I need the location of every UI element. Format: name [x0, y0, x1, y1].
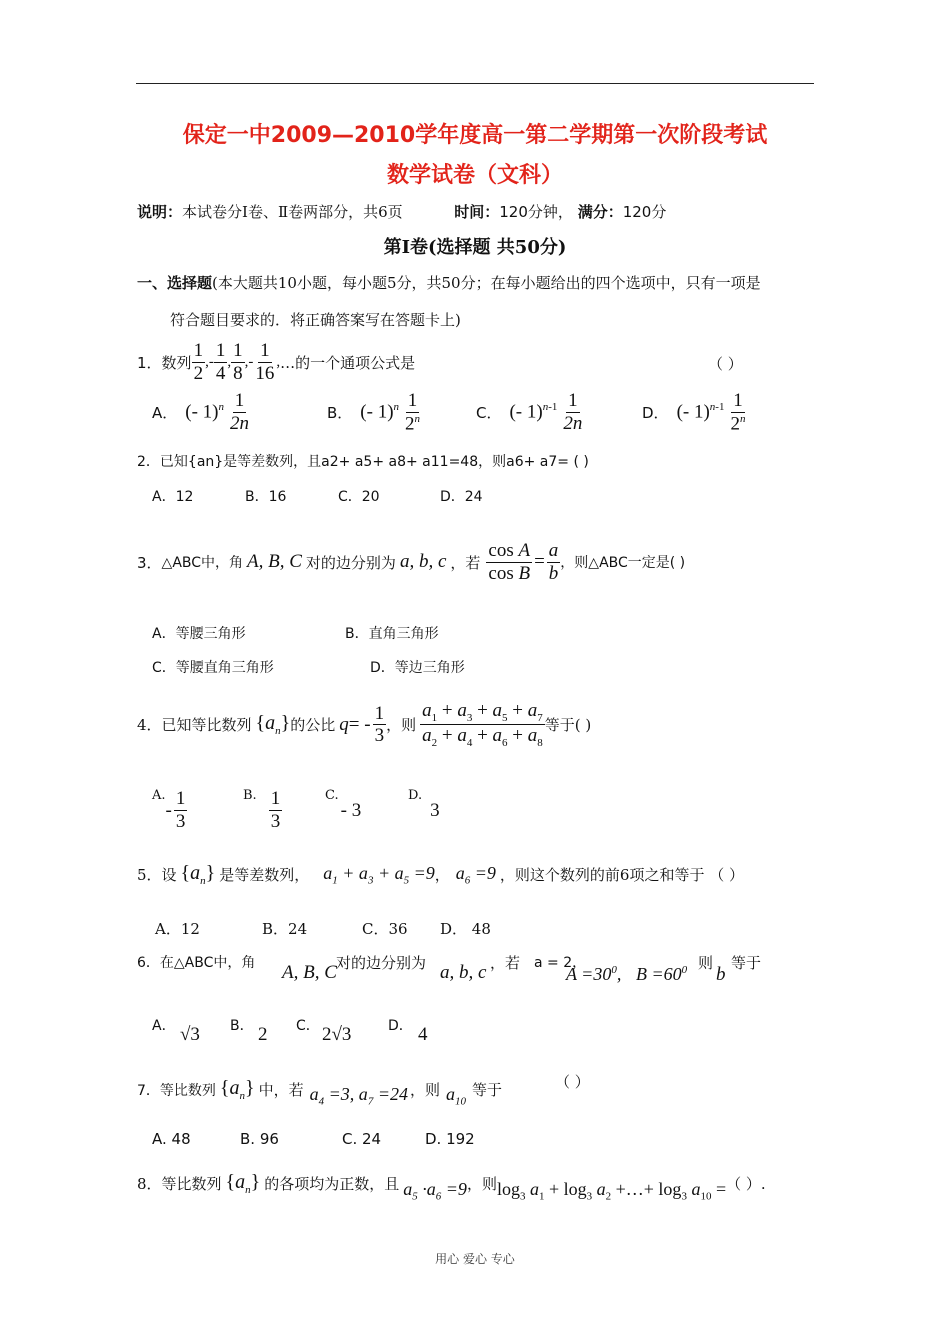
q7-t4: 等于	[471, 1081, 502, 1100]
q6-option-a: √3	[180, 1024, 200, 1045]
q7-t2: 中，若	[258, 1081, 304, 1100]
q3-option-b: B．直角三角形	[345, 626, 439, 642]
q1-prefix: 数列	[161, 353, 192, 372]
question-7: 7．等比数列 $\{a_n\}$ 中，若 $a_4 =3$, $a_7 =24$ ，则 $a_{10}$ 等于	[137, 1077, 502, 1108]
q1-term4: $\frac{1}{16}$	[255, 340, 275, 384]
q7-t3: ，则	[409, 1081, 440, 1100]
q4-opt-c-value: - 3	[340, 800, 362, 821]
question-3: 3． △ABC中，角 A, B, C 对的边分别为 a, b, c ，若 $\frac{\text{cos A}}{\text{cos B}}$ = $\frac{a}{b}$ ，则△ABC一定是( )	[137, 540, 686, 584]
q4-opt-c-label: C.	[325, 788, 339, 803]
q5-option-a: A．12	[155, 920, 200, 938]
q4-t2: 的公比	[290, 716, 336, 735]
question-2: 2．已知{an}是等差数列，且a2+ a5+ a8+ a11=48，则a6+ a7= ( )	[137, 454, 589, 470]
q1-option-a: A． (- 1)$^n$ $\frac{1}{2n}$	[152, 390, 249, 434]
q4-t4: 等于( )	[544, 716, 592, 735]
exam-info	[137, 201, 666, 222]
q1-opt-a-label: A．	[152, 403, 178, 422]
q2-option-a: A．12	[152, 489, 194, 505]
q5-option-b: B．24	[262, 920, 308, 938]
q6-opt-a-label: A．	[152, 1018, 176, 1034]
q4-option-d	[408, 788, 440, 822]
q3-t5: ，若	[450, 553, 481, 572]
q8-t3: ，则	[466, 1175, 497, 1194]
q4-ratio: $\frac{a_1 + a_3 + a_5 + a_7}{a_2 + a_4 + a_6 + a_8}$	[422, 700, 543, 750]
score-label: 满分：	[577, 203, 623, 221]
q3-t3: 对的边分别为	[305, 553, 396, 572]
q4-opt-b-label: B.	[243, 788, 257, 803]
q4-opt-d-label: D.	[408, 788, 423, 803]
q2-option-b: B．16	[245, 489, 287, 505]
section-one-desc	[137, 272, 761, 293]
q6-option-c: 2√3	[322, 1024, 352, 1045]
exam-subtitle: 数学试卷（文科）	[386, 163, 563, 188]
q8-t4: （ ）.	[726, 1175, 766, 1194]
q3-number: 3．	[137, 553, 162, 572]
q1-option-d: D． (- 1)$^{n-1}$ $\frac{1}{2^n}$	[642, 390, 746, 435]
exam-title: 保定一中2009—2010学年度高一第二学期第一次阶段考试	[182, 123, 768, 148]
q6-t3: ，若	[490, 954, 521, 972]
q6-t2: 对的边分别为	[336, 954, 427, 972]
q6-angle-a: $A =30^0$,	[566, 964, 622, 984]
q7-option-a: A. 48	[152, 1130, 191, 1148]
q6-t3b: a = 2，	[534, 955, 587, 971]
q7-option-c: C. 24	[342, 1130, 382, 1148]
q1-opt-c-label: C．	[476, 403, 502, 422]
q5-option-c: C．36	[362, 920, 408, 938]
q8-t1: 8．等比数列	[137, 1175, 222, 1194]
question-8: 8．等比数列 $\{a_n\}$ 的各项均为正数，且 $a_5 \cdot a_6 =9$ ，则 $\log_3 a_1 + \log_3 a_2$ +…+ $\log_3 a_{10}$ = （ ）.	[137, 1171, 766, 1203]
q6-b: b	[716, 964, 726, 985]
q3-cos-ratio: $\frac{\text{cos A}}{\text{cos B}}$	[488, 540, 531, 584]
q5-t1: 5．设	[137, 866, 177, 884]
q7-paren: （ ）	[555, 1073, 590, 1091]
q3-t1: △ABC中，角	[161, 555, 244, 572]
q3-t6: ，则△ABC一定是( )	[560, 555, 686, 572]
q1-option-b: B． (- 1)$^n$ $\frac{1}{2^n}$	[327, 390, 421, 435]
q6-option-b: 2	[258, 1024, 268, 1045]
q2-option-d: D．24	[440, 489, 483, 505]
q6-opt-b-label: B．	[230, 1018, 254, 1034]
q4-opt-d-value: 3	[430, 800, 440, 821]
question-5: 5．设 $\{a_n\}$ 是等差数列， $a_1 + a_3 + a_5 =9$ ， $a_6 =9$ ，则这个数列的前6项之和等于 （ ）	[137, 862, 745, 887]
q1-option-c: C． (- 1)$^{n-1}$ $\frac{1}{2n}$	[476, 390, 583, 434]
top-rule	[136, 83, 814, 84]
q1-suffix: …的一个通项公式是	[280, 353, 416, 372]
q5-t3: ，则这个数列的前6项之和等于 （ ）	[499, 866, 745, 884]
q3-option-a: A．等腰三角形	[152, 626, 246, 642]
q5-option-d: D． 48	[440, 920, 491, 938]
q4-option-b: B. $\frac{1}{3}$	[243, 788, 281, 832]
q1-opt-d-label: D．	[642, 404, 669, 422]
q6-angles: A, B, C	[282, 962, 337, 983]
q7-t1: 7．等比数列	[137, 1082, 216, 1099]
section-one-text: (本大题共10小题，每小题5分，共50分；在每小题给出的四个选项中，只有一项是	[212, 274, 761, 292]
q2-option-c: C．20	[338, 489, 380, 505]
q3-sides: a, b, c	[399, 551, 447, 573]
desc-text: 本试卷分Ⅰ卷、Ⅱ卷两部分，共6页	[182, 203, 403, 221]
score-value: 120分	[622, 203, 667, 221]
time-label: 时间：	[454, 203, 500, 221]
q5-t2: 是等差数列，	[219, 866, 310, 884]
q3-angles: A, B, C	[247, 551, 302, 573]
q1-term1: $\frac{1}{2}$	[193, 340, 204, 384]
q3-option-d: D．等边三角形	[370, 660, 465, 676]
question-4: 4．已知等比数列 $\{a_n\}$ 的公比 q = - $\frac{1}{3}$ ，则 $\frac{a_1 + a_3 + a_5 + a_7}{a_2 + a_4 + a_6 + a_8}$ 等于( )	[137, 700, 592, 750]
q6-angle-b: $B =60^0$	[636, 964, 688, 984]
q6-opt-c-label: C．	[296, 1018, 320, 1034]
page-footer: 用心 爱心 专心	[435, 1252, 515, 1266]
q6-opt-d-label: D．	[388, 1018, 413, 1034]
q1-opt-b-label: B．	[327, 404, 353, 422]
desc-label: 说明：	[137, 203, 183, 221]
q4-option-c	[325, 788, 361, 822]
q4-t3: ，则	[386, 716, 417, 735]
section-one-desc2: 符合题目要求的．将正确答案写在答题卡上)	[170, 311, 461, 329]
time-value: 120分钟，	[499, 203, 573, 221]
q7-option-d: D. 192	[425, 1130, 475, 1148]
q3-side-ratio: $\frac{a}{b}$	[548, 540, 559, 584]
q6-sides: a, b, c	[440, 962, 487, 983]
q4-option-a: A. - $\frac{1}{3}$	[152, 788, 186, 832]
section-title: 第Ⅰ卷(选择题 共50分)	[383, 237, 567, 258]
question-1: 1． 数列 $\frac{1}{2}$ ,- $\frac{1}{4}$ , $\frac{1}{8}$ ,- $\frac{1}{16}$ , …的一个通项公式是	[137, 340, 416, 384]
q4-t1: 4．已知等比数列	[137, 716, 252, 735]
q1-paren: （ ）	[708, 355, 743, 373]
q7-option-b: B. 96	[240, 1130, 279, 1148]
q3-option-c: C．等腰直角三角形	[152, 660, 274, 676]
q8-t2: 的各项均为正数，且	[264, 1175, 400, 1194]
q1-term2: $\frac{1}{4}$	[215, 340, 226, 384]
q4-opt-a-label: A.	[152, 788, 166, 803]
q6-t1: 6．在△ABC中，角	[137, 955, 256, 971]
q6-option-d: 4	[418, 1024, 428, 1045]
q6-t4: 则	[698, 954, 714, 972]
q1-number: 1．	[137, 353, 162, 372]
section-one-label: 一、选择题	[137, 274, 213, 292]
q1-term3: $\frac{1}{8}$	[233, 340, 243, 384]
q6-t5: 等于	[731, 954, 762, 972]
